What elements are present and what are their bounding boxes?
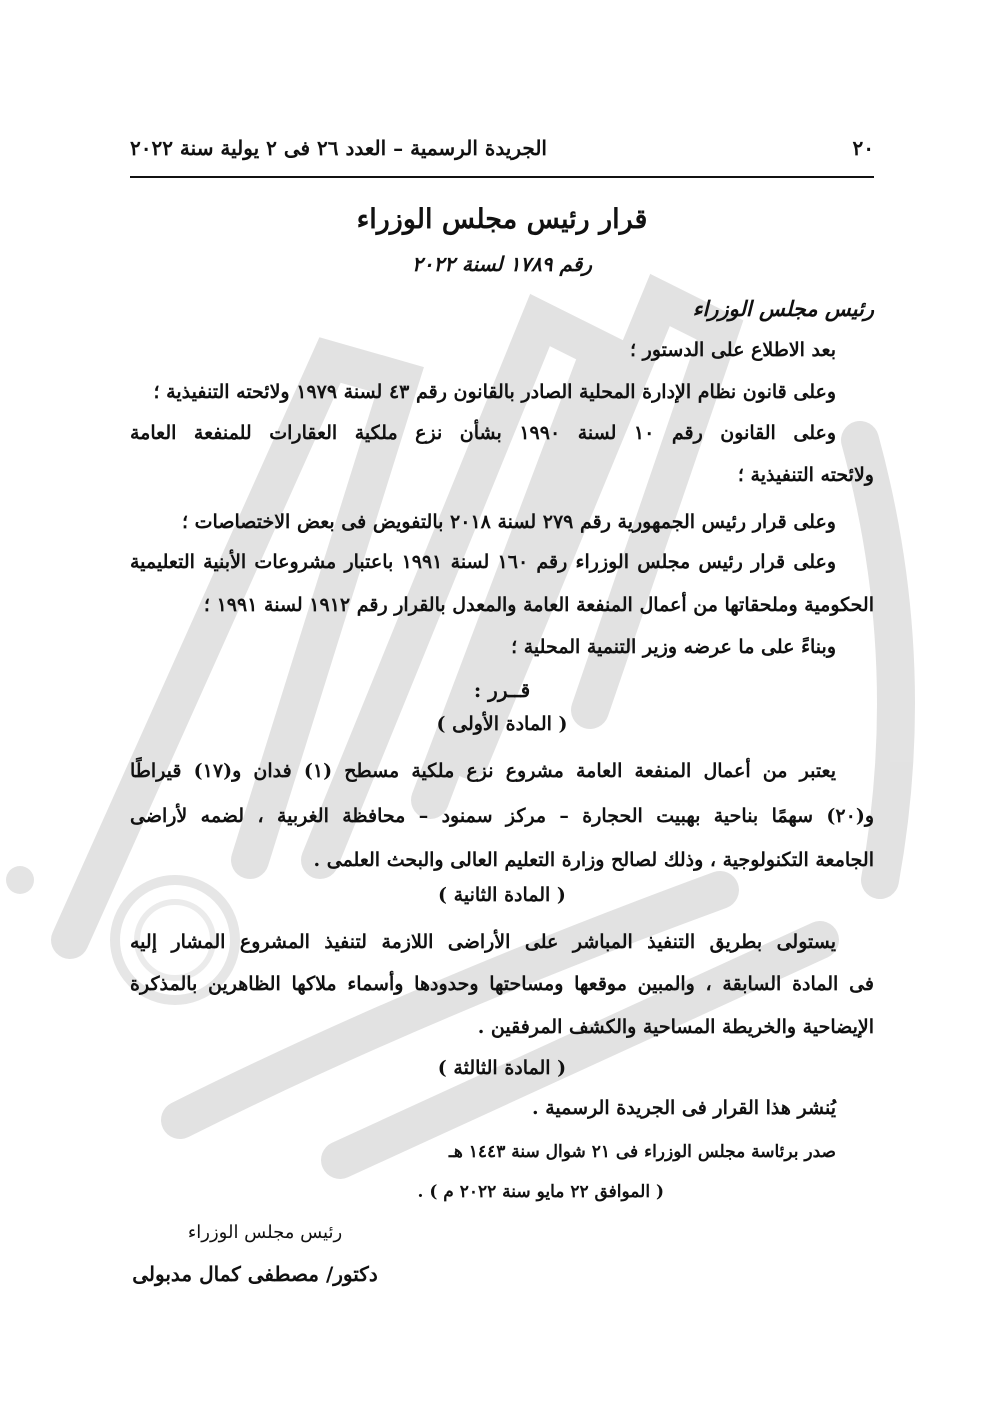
article-heading: ( المادة الأولى ) [436, 713, 568, 735]
page-number: ٢٠ [852, 136, 874, 160]
article-line: يعتبر من أعمال المنفعة العامة مشروع نزع ملكية مسطح (١) فدان و(١٧) قيراطًا [130, 760, 837, 782]
decree-number: رقم ١٧٨٩ لسنة ٢٠٢٢ [411, 252, 593, 276]
preamble-line: وعلى قرار رئيس مجلس الوزراء رقم ١٦٠ لسنة ١٩٩١ باعتبار مشروعات الأبنية التعليمية [130, 551, 837, 573]
article-line: الإيضاحية والخريطة المساحية والكشف المرفقين . [477, 1016, 874, 1038]
article-heading: ( المادة الثانية ) [438, 884, 566, 906]
article-line: يُنشر هذا القرار فى الجريدة الرسمية . [532, 1097, 836, 1119]
signature-name: دكتور/ مصطفى كمال مدبولى [132, 1262, 378, 1286]
article-line: الجامعة التكنولوجية ، وذلك لصالح وزارة التعليم العالى والبحث العلمى . [313, 849, 874, 871]
preamble-line: وعلى قانون نظام الإدارة المحلية الصادر بالقانون رقم ٤٣ لسنة ١٩٧٩ ولائحته التنفيذية ؛ [153, 381, 836, 403]
issued-date-hijri: صدر برئاسة مجلس الوزراء فى ٢١ شوال سنة ١٤٤٣ هـ [448, 1142, 836, 1162]
gazette-issue-line: الجريدة الرسمية – العدد ٢٦ فى ٢ يولية سنة ٢٠٢٢ [130, 136, 547, 160]
preamble-line: الحكومية وملحقاتها من أعمال المنفعة العامة والمعدل بالقرار رقم ١٩١٢ لسنة ١٩٩١ ؛ [203, 594, 874, 616]
preamble-line: وعلى قرار رئيس الجمهورية رقم ٢٧٩ لسنة ٢٠١٨ بالتفويض فى بعض الاختصاصات ؛ [182, 511, 836, 533]
decree-title: قرار رئيس مجلس الوزراء [356, 204, 648, 235]
preamble-line: وبناءً على ما عرضه وزير التنمية المحلية ؛ [511, 636, 836, 658]
decided-heading: قــرر : [473, 678, 531, 702]
page-header [130, 128, 874, 168]
decree-issuer: رئيس مجلس الوزراء [692, 296, 874, 321]
preamble-line: وعلى القانون رقم ١٠ لسنة ١٩٩٠ بشأن نزع ملكية العقارات للمنفعة العامة [130, 422, 837, 444]
article-line: فى المادة السابقة ، والمبين موقعها ومساحتها وحدودها وأسماء ملاكها الظاهرين بالمذكرة [130, 973, 874, 995]
signature-role: رئيس مجلس الوزراء [187, 1222, 343, 1243]
article-heading: ( المادة الثالثة ) [437, 1057, 567, 1079]
article-line: يستولى بطريق التنفيذ المباشر على الأراضى اللازمة لتنفيذ المشروع المشار إليه [130, 931, 836, 953]
article-line: و(٢٠) سهمًا بناحية بهبيت الحجارة – مركز سمنود – محافظة الغربية ، لضمه لأراضى [130, 805, 874, 827]
preamble-line: بعد الاطلاع على الدستور ؛ [630, 339, 836, 361]
preamble-line: ولائحته التنفيذية ؛ [737, 464, 874, 486]
header-divider [130, 176, 874, 178]
issued-date-gregorian: ( الموافق ٢٢ مايو سنة ٢٠٢٢ م ) . [417, 1182, 664, 1202]
